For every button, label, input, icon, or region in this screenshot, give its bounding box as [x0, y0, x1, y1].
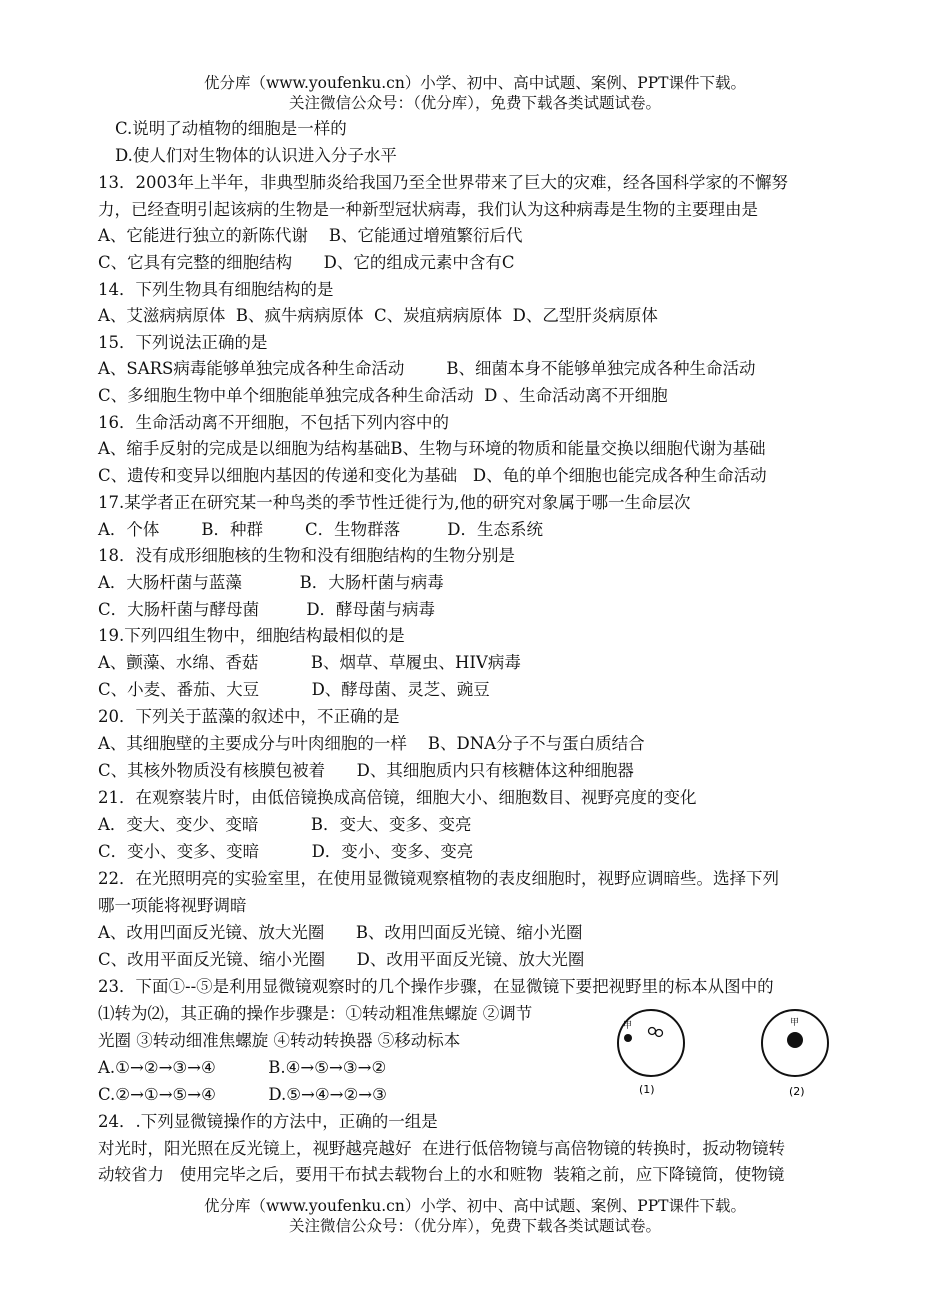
text-line: 力，已经查明引起该病的生物是一种新型冠状病毒，我们认为这种病毒是生物的主要理由是: [98, 200, 758, 219]
text-line: 19.下列四组生物中，细胞结构最相似的是: [98, 626, 405, 645]
text-line: C、遗传和变异以细胞内基因的传递和变化为基础 D、龟的单个细胞也能完成各种生命活动: [98, 466, 767, 485]
text-line: A、其细胞壁的主要成分与叶肉细胞的一样 B、DNA分子不与蛋白质结合: [98, 734, 645, 753]
caption-1: (1): [639, 1083, 655, 1096]
label-jia-1: 甲: [623, 1021, 633, 1031]
text-line: A．大肠杆菌与蓝藻 B．大肠杆菌与病毒: [98, 573, 444, 592]
text-line: 24．.下列显微镜操作的方法中，正确的一组是: [98, 1112, 438, 1131]
text-line: C.②→①→⑤→④ D.⑤→④→②→③: [98, 1085, 387, 1104]
specimen-dot-1: [624, 1034, 632, 1042]
caption-2: (2): [789, 1085, 805, 1097]
text-line: 15．下列说法正确的是: [98, 333, 268, 352]
text-line: C、多细胞生物中单个细胞能单独完成各种生命活动 D 、生命活动离不开细胞: [98, 386, 668, 405]
text-line: 14．下列生物具有细胞结构的是: [98, 280, 334, 299]
text-line: A、缩手反射的完成是以细胞为结构基础B、生物与环境的物质和能量交换以细胞代谢为基础: [98, 439, 766, 458]
cell-circle: [656, 1030, 663, 1037]
text-line: A．变大、变少、变暗 B．变大、变多、变亮: [98, 815, 472, 834]
text-line: C、其核外物质没有核膜包被着 D、其细胞质内只有核糖体这种细胞器: [98, 761, 634, 780]
text-line: 18．没有成形细胞核的生物和没有细胞结构的生物分别是: [98, 546, 515, 565]
page-header: [0, 73, 950, 113]
text-line: 23．下面①--⑤是利用显微镜观察时的几个操作步骤，在显微镜下要把视野里的标本从图中的: [98, 977, 774, 996]
text-line: A、改用凹面反光镜、放大光圈 B、改用凹面反光镜、缩小光圈: [98, 923, 583, 942]
footer-line-2: 关注微信公众号：（优分库），免费下载各类试题试卷。: [288, 1217, 661, 1235]
text-line: 动较省力 使用完毕之后，要用干布拭去载物台上的水和赃物 装箱之前，应下降镜筒，使物镜: [98, 1165, 785, 1184]
text-line: C、小麦、番茄、大豆 D、酵母菌、灵芝、豌豆: [98, 680, 490, 699]
text-line: A、SARS病毒能够单独完成各种生命活动 B、细菌本身不能够单独完成各种生命活动: [98, 359, 756, 378]
text-line: 20．下列关于蓝藻的叙述中，不正确的是: [98, 707, 400, 726]
footer-line-1: 优分库（www.youfenku.cn）小学、初中、高中试题、案例、PPT课件下载。: [203, 1197, 747, 1215]
cell-circle: [649, 1028, 656, 1035]
text-line: 对光时，阳光照在反光镜上，视野越亮越好 在进行低倍物镜与高倍物镜的转换时，扳动物镜转: [98, 1139, 785, 1158]
field-of-view-circle-1: [618, 1010, 684, 1076]
text-line: 17.某学者正在研究某一种鸟类的季节性迁徙行为,他的研究对象属于哪一生命层次: [98, 493, 691, 512]
text-line: 哪一项能将视野调暗: [98, 896, 247, 915]
text-line: 13．2003年上半年，非典型肺炎给我国乃至全世界带来了巨大的灾难，经各国科学家的不懈努: [98, 173, 788, 192]
text-line: C．变小、变多、变暗 D．变小、变多、变亮: [98, 842, 474, 861]
specimen-dot-2: [787, 1032, 803, 1048]
text-line: C．大肠杆菌与酵母菌 D．酵母菌与病毒: [98, 600, 436, 619]
header-line-1: 优分库（www.youfenku.cn）小学、初中、高中试题、案例、PPT课件下载。: [203, 74, 747, 92]
text-line: 21．在观察装片时，由低倍镜换成高倍镜，细胞大小、细胞数目、视野亮度的变化: [98, 788, 697, 807]
text-line: 16．生命活动离不开细胞，不包括下列内容中的: [98, 413, 449, 432]
text-line: C、改用平面反光镜、缩小光圈 D、改用平面反光镜、放大光圈: [98, 950, 585, 969]
text-line: A、颤藻、水绵、香菇 B、烟草、草履虫、HIV病毒: [98, 653, 521, 672]
text-line: C、它具有完整的细胞结构 D、它的组成元素中含有C: [98, 253, 515, 272]
page-footer: [0, 1196, 950, 1236]
text-line: C.说明了动植物的细胞是一样的: [115, 119, 347, 138]
text-line: 22．在光照明亮的实验室里，在使用显微镜观察植物的表皮细胞时，视野应调暗些。选择下列: [98, 869, 779, 888]
text-line: A．个体 B．种群 C．生物群落 D．生态系统: [98, 520, 544, 539]
text-line: D.使人们对生物体的认识进入分子水平: [115, 146, 397, 165]
text-line: ⑴转为⑵，其正确的操作步骤是：①转动粗准焦螺旋 ②调节: [98, 1004, 533, 1023]
label-jia-2: 甲: [790, 1018, 800, 1028]
microscope-field-figure: [605, 1005, 845, 1097]
text-line: A、艾滋病病原体 B、疯牛病病原体 C、炭疽病病原体 D、乙型肝炎病原体: [98, 306, 658, 325]
text-line: 光圈 ③转动细准焦螺旋 ④转动转换器 ⑤移动标本: [98, 1031, 461, 1050]
text-line: A.①→②→③→④ B.④→⑤→③→②: [98, 1058, 387, 1077]
header-line-2: 关注微信公众号：（优分库），免费下载各类试题试卷。: [288, 94, 661, 112]
text-line: A、它能进行独立的新陈代谢 B、它能通过增殖繁衍后代: [98, 226, 523, 245]
